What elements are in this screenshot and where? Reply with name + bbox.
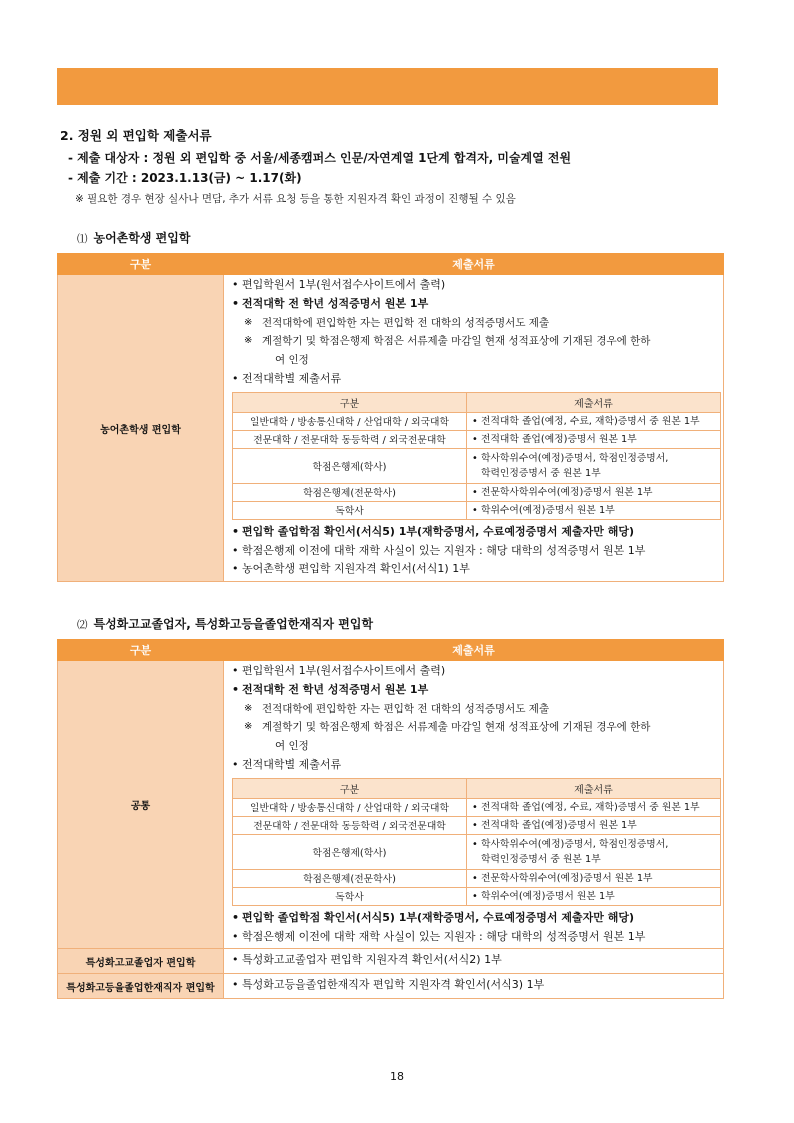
table-row xyxy=(233,834,721,869)
doc-item: • 특성화고교졸업자 편입학 지원자격 확인서(서식2) 1부 xyxy=(230,951,719,970)
school-type: 전문대학 / 전문대학 동등학력 / 외국전문대학 xyxy=(233,430,467,448)
header-documents: 제출서류 xyxy=(224,254,724,275)
doc-item: • 편입학 졸업학점 확인서(서식5) 1부(재학증명서, 수료예정증명서 제출자만 해당) xyxy=(230,909,719,928)
inner-header-documents: 제출서류 xyxy=(467,778,721,798)
doc-subnote-continued: 여 인정 xyxy=(275,740,309,753)
school-type: 독학사 xyxy=(233,887,467,905)
doc-item: • 전적대학별 제출서류 xyxy=(230,370,719,389)
documents-cell xyxy=(224,974,724,999)
doc-subnote-continued: 여 인정 xyxy=(275,354,309,367)
category-cell: 특성화고교졸업자 편입학 xyxy=(58,949,224,974)
subsection-2-title xyxy=(77,615,373,632)
school-type: 일반대학 / 방송통신대학 / 산업대학 / 외국대학 xyxy=(233,412,467,430)
doc-item: • 편입학원서 1부(원서접수사이트에서 출력) xyxy=(230,276,719,295)
required-doc: • 전적대학 졸업(예정)증명서 원본 1부 xyxy=(472,818,717,833)
doc-item: • 학점은행제 이전에 대학 재학 사실이 있는 지원자 : 해당 대학의 성적증명서 원본 1부 xyxy=(230,928,719,947)
farm-transfer-table xyxy=(57,253,724,582)
table-row xyxy=(233,869,721,887)
prior-school-docs-table xyxy=(232,778,721,906)
category-cell: 농어촌학생 편입학 xyxy=(58,275,224,582)
inner-header-documents: 제출서류 xyxy=(467,392,721,412)
school-type: 전문대학 / 전문대학 동등학력 / 외국전문대학 xyxy=(233,816,467,834)
documents-cell xyxy=(224,275,724,582)
prior-school-docs-table xyxy=(232,392,721,520)
vocational-transfer-table xyxy=(57,639,724,999)
school-type: 학점은행제(전문학사) xyxy=(233,869,467,887)
subsection-2-label: 특성화고교졸업자, 특성화고등을졸업한재직자 편입학 xyxy=(93,617,374,631)
submission-period: - 제출 기간 : 2023.1.13(금) ~ 1.17(화) xyxy=(68,171,302,185)
table-row xyxy=(233,448,721,483)
subsection-2-number: ⑵ xyxy=(77,619,88,631)
subsection-1-label: 농어촌학생 편입학 xyxy=(93,231,191,245)
doc-item: • 농어촌학생 편입학 지원자격 확인서(서식1) 1부 xyxy=(230,560,719,579)
page-number: 18 xyxy=(390,1070,404,1083)
documents-cell xyxy=(224,661,724,949)
doc-item: • 특성화고등을졸업한재직자 편입학 지원자격 확인서(서식3) 1부 xyxy=(230,976,719,995)
inner-header-category: 구분 xyxy=(233,778,467,798)
required-doc: • 전문학사학위수여(예정)증명서 원본 1부 xyxy=(472,871,717,886)
category-cell: 공통 xyxy=(58,661,224,949)
header-documents: 제출서류 xyxy=(224,640,724,661)
doc-subnote: ※ 전적대학에 편입학한 자는 편입학 전 대학의 성적증명서도 제출 xyxy=(230,700,719,719)
school-type: 학점은행제(전문학사) xyxy=(233,483,467,501)
doc-item: • 학점은행제 이전에 대학 재학 사실이 있는 지원자 : 해당 대학의 성적증명서 원본 1부 xyxy=(230,542,719,561)
table-row xyxy=(233,483,721,501)
header-category: 구분 xyxy=(58,640,224,661)
section-heading: 2. 정원 외 편입학 제출서류 xyxy=(60,128,212,143)
table-row xyxy=(233,816,721,834)
required-doc: • 전적대학 졸업(예정, 수료, 재학)증명서 중 원본 1부 xyxy=(472,414,717,429)
school-type: 학점은행제(학사) xyxy=(233,834,467,869)
doc-item: • 편입학 졸업학점 확인서(서식5) 1부(재학증명서, 수료예정증명서 제출자만 해당) xyxy=(230,523,719,542)
required-doc: • 학위수여(예정)증명서 원본 1부 xyxy=(472,503,717,518)
school-type: 학점은행제(학사) xyxy=(233,448,467,483)
doc-item: • 전적대학 전 학년 성적증명서 원본 1부 xyxy=(230,681,719,700)
school-type: 독학사 xyxy=(233,501,467,519)
school-type: 일반대학 / 방송통신대학 / 산업대학 / 외국대학 xyxy=(233,798,467,816)
doc-subnote: ※ 전적대학에 편입학한 자는 편입학 전 대학의 성적증명서도 제출 xyxy=(230,314,719,333)
table-row xyxy=(233,798,721,816)
table-row xyxy=(233,501,721,519)
doc-item: • 전적대학 전 학년 성적증명서 원본 1부 xyxy=(230,295,719,314)
header-category: 구분 xyxy=(58,254,224,275)
doc-subnote: ※ 계절학기 및 학점은행제 학점은 서류제출 마감일 현재 성적표상에 기재된 경우에 한하 xyxy=(230,718,719,737)
required-doc: • 전문학사학위수여(예정)증명서 원본 1부 xyxy=(472,485,717,500)
submission-target: - 제출 대상자 : 정원 외 편입학 중 서울/세종캠퍼스 인문/자연계열 1단계 합격자, 미술계열 전원 xyxy=(68,151,572,165)
required-doc-continued: 학력인정증명서 중 원본 1부 xyxy=(481,853,601,865)
documents-cell xyxy=(224,949,724,974)
table-row xyxy=(233,412,721,430)
required-doc: • 학사학위수여(예정)증명서, 학점인정증명서, xyxy=(472,451,717,466)
required-doc-continued: 학력인정증명서 중 원본 1부 xyxy=(481,467,601,479)
subsection-1-number: ⑴ xyxy=(77,233,88,245)
header-banner xyxy=(57,68,718,105)
required-doc: • 학사학위수여(예정)증명서, 학점인정증명서, xyxy=(472,837,717,852)
table-row xyxy=(233,887,721,905)
inner-header-category: 구분 xyxy=(233,392,467,412)
doc-subnote: ※ 계절학기 및 학점은행제 학점은 서류제출 마감일 현재 성적표상에 기재된 경우에 한하 xyxy=(230,332,719,351)
doc-item: • 편입학원서 1부(원서접수사이트에서 출력) xyxy=(230,662,719,681)
required-doc: • 학위수여(예정)증명서 원본 1부 xyxy=(472,889,717,904)
required-doc: • 전적대학 졸업(예정, 수료, 재학)증명서 중 원본 1부 xyxy=(472,800,717,815)
doc-item: • 전적대학별 제출서류 xyxy=(230,756,719,775)
category-cell: 특성화고등을졸업한재직자 편입학 xyxy=(58,974,224,999)
subsection-1-title xyxy=(77,229,190,246)
required-doc: • 전적대학 졸업(예정)증명서 원본 1부 xyxy=(472,432,717,447)
verification-note: ※ 필요한 경우 현장 실사나 면담, 추가 서류 요청 등을 통한 지원자격 확인 과정이 진행될 수 있음 xyxy=(75,193,516,205)
table-row xyxy=(233,430,721,448)
